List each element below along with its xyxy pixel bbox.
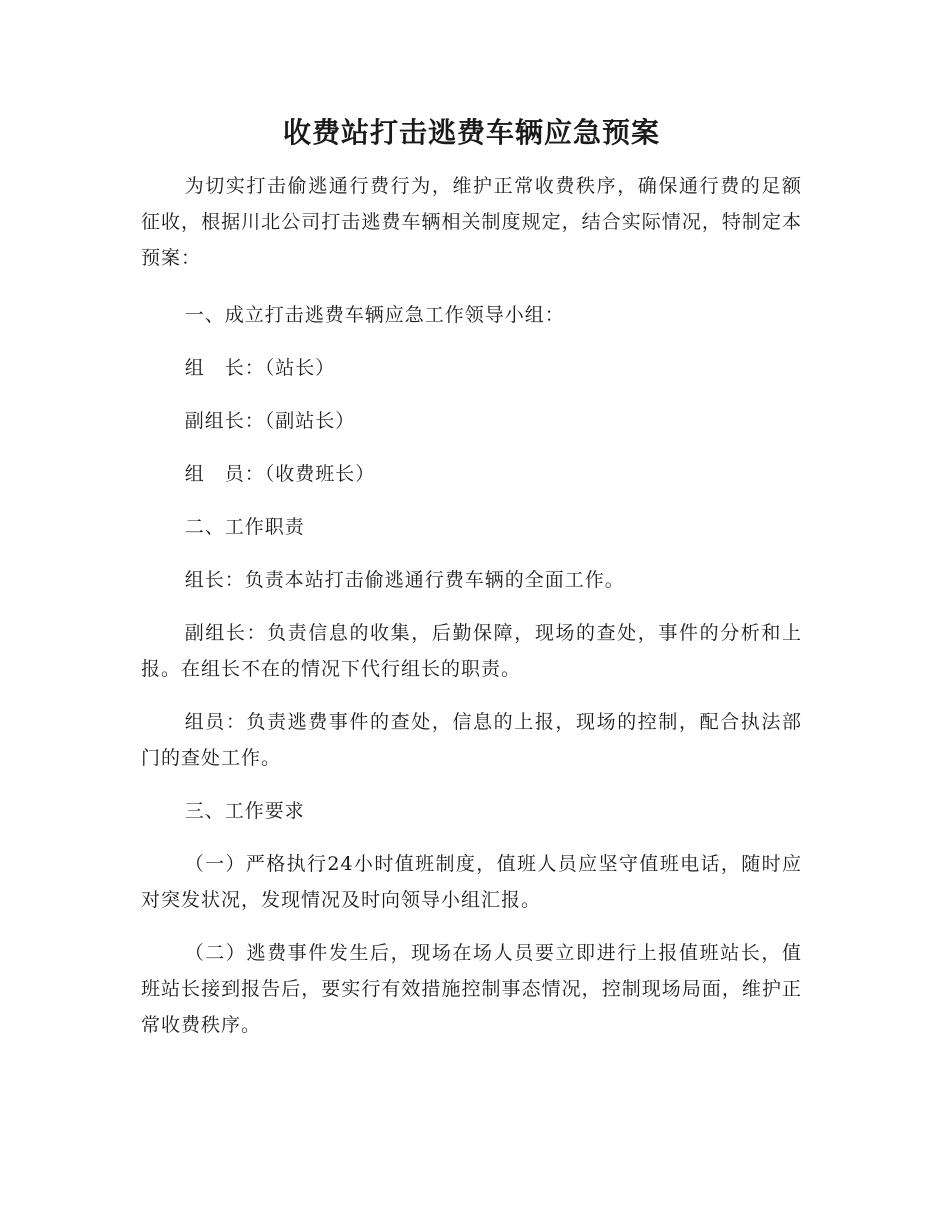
section-heading-duties: 二、工作职责 <box>184 516 305 538</box>
leader-duty-paragraph: 组长：负责本站打击偷逃通行费车辆的全面工作。 <box>184 569 625 591</box>
group-member-line: 组 员：（收费班长） <box>184 463 376 485</box>
deputy-duty-paragraph: 副组长：负责信息的收集，后勤保障，现场的查处，事件的分析和上报。在组长不在的情况下代行组长的职责。 <box>141 622 802 680</box>
section-heading-requirements: 三、工作要求 <box>184 800 305 822</box>
requirement-item-2: （二）逃费事件发生后，现场在场人员要立即进行上报值班站长，值班站长接到报告后，要实行有效措施控制事态情况，控制现场局面，维护正常收费秩序。 <box>141 942 802 1036</box>
member-duty-paragraph: 组员：负责逃费事件的查处，信息的上报，现场的控制，配合执法部门的查处工作。 <box>141 711 802 769</box>
document-title: 收费站打击逃费车辆应急预案 <box>282 116 660 149</box>
requirement-item-1: （一）严格执行24小时值班制度，值班人员应坚守值班电话，随时应对突发状况，发现情况及时向领导小组汇报。 <box>141 853 802 911</box>
intro-paragraph: 为切实打击偷逃通行费行为，维护正常收费秩序，确保通行费的足额征收，根据川北公司打击逃费车辆相关制度规定，结合实际情况，特制定本预案： <box>141 175 802 269</box>
deputy-leader-line: 副组长：（副站长） <box>184 410 356 432</box>
section-heading-leadership-group: 一、成立打击逃费车辆应急工作领导小组： <box>184 304 565 326</box>
group-leader-line: 组 长：（站长） <box>184 357 336 379</box>
